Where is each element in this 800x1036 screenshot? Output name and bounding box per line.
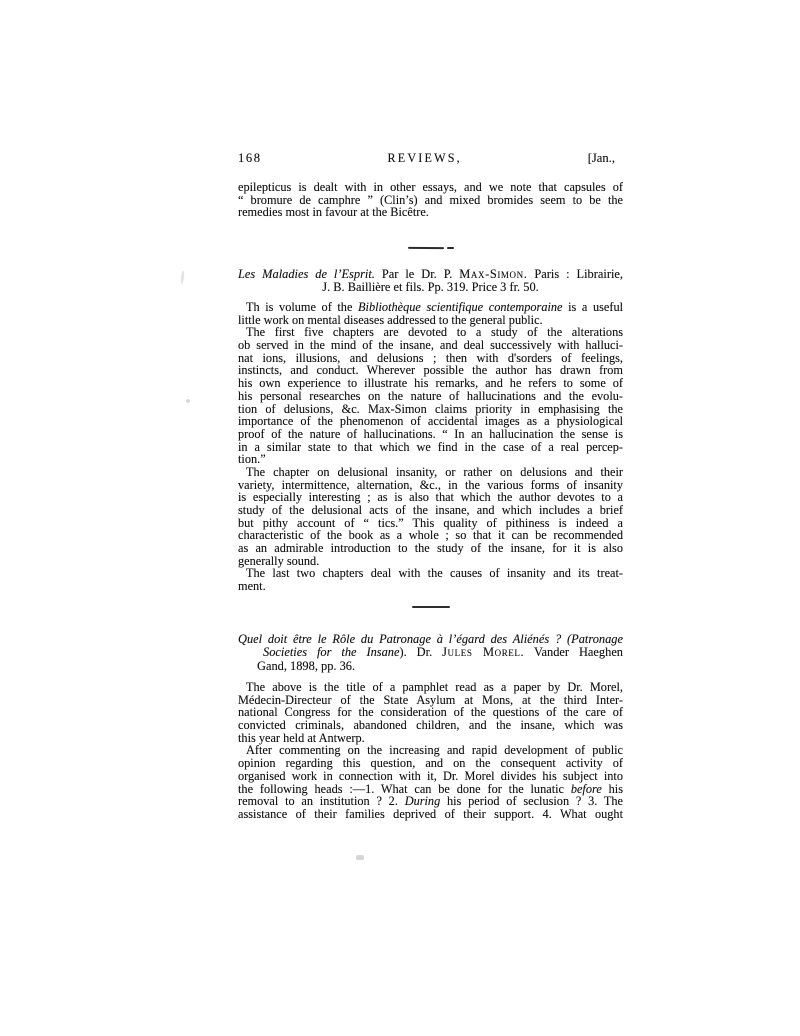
- page-number: 168: [238, 151, 262, 165]
- emphasis-italic: before: [570, 781, 602, 796]
- text-line: assistance of their families deprived of their support. 4. What ought: [238, 806, 623, 821]
- text-line: opinion regarding this question, and on the consequent activity of: [238, 756, 623, 771]
- text-line: The chapter on delusional insanity, or rather on delusions and their: [246, 464, 623, 479]
- text-line: The above is the title of a pamphlet read as a paper by Dr. Morel,: [246, 680, 623, 694]
- text-line: tion.”: [238, 452, 266, 467]
- author-name: Jules Morel.: [442, 645, 525, 660]
- book-title-line: [238, 268, 623, 281]
- title-imprint: Paris : Librairie,: [527, 267, 623, 281]
- text-line: little work on mental diseases addressed to the general public.: [238, 312, 543, 327]
- text-line: convicted criminals, abandoned children, and the insane, which was: [238, 718, 623, 733]
- book-title-line: Gand, 1898, pp. 36.: [257, 658, 356, 673]
- review1-heading: [238, 268, 623, 295]
- text-line: [238, 301, 623, 314]
- text-line: his own experience to illustrate his remarks, and he refers to some of: [238, 376, 623, 391]
- text-run: the following heads :—1. What can be done for the lunatic: [238, 781, 571, 796]
- text-line: organised work in connection with it, Dr. Morel divides his subject into: [238, 768, 623, 783]
- text-line: national Congress for the consideration of the questions of the care of: [238, 705, 623, 720]
- author-name: Max-Simon.: [459, 267, 528, 281]
- text-line: tion of delusions, &c. Max-Simon claims priority in emphasising the: [238, 401, 623, 416]
- text-line: nat ions, illusions, and delusions ; then with d'sorders of feelings,: [238, 350, 623, 365]
- continuation-paragraph: [238, 181, 623, 219]
- review2-body: [238, 681, 623, 821]
- book-title-line: J. B. Baillière et fils. Pp. 319. Price 3 fr. 50.: [322, 280, 539, 295]
- section-divider: [238, 606, 623, 608]
- section-divider: [238, 246, 623, 249]
- divider-rule: [407, 246, 443, 248]
- scan-artifact: [186, 399, 190, 403]
- text-line: epilepticus is dealt with in other essays, and we note that capsules of: [238, 180, 623, 194]
- text-line: this year held at Antwerp.: [238, 730, 365, 745]
- emphasis-italic: During: [404, 794, 441, 809]
- text-line: instincts, and conduct. Wherever possible the author has drawn from: [238, 363, 623, 378]
- title-byline: ). Dr.: [399, 645, 443, 660]
- text-line: study of the delusional acts of the insane, and which includes a brief: [238, 503, 623, 517]
- text-line: [238, 795, 623, 808]
- text-line: is especially interesting ; as is also that which the author devotes to a: [238, 490, 623, 505]
- text-line: ment.: [238, 579, 266, 594]
- text-line: as an admirable introduction to the study of the insane, for it is also: [238, 541, 623, 556]
- text-run: Th is volume of the: [246, 300, 359, 314]
- text-line: proof of the nature of hallucinations. “ In an hallucination the sense is: [238, 426, 623, 441]
- text-line: generally sound.: [238, 553, 320, 568]
- book-title-italic: Societies for the Insane: [263, 645, 400, 660]
- issue-date: [Jan.,: [587, 151, 615, 165]
- text-line: importance of the phenomenon of accidental images as a physiological: [238, 414, 623, 429]
- text-line: characteristic of the book as a whole ; so that it can be recommended: [238, 528, 623, 543]
- text-line: The first five chapters are devoted to a study of the alterations: [246, 325, 623, 340]
- text-run: is a useful: [562, 300, 624, 314]
- text-line: “ bromure de camphre ” (Clin’s) and mixed bromides seem to be the: [238, 192, 623, 207]
- text-line: Médecin-Directeur of the State Asylum at Mons, at the third Inter-: [238, 692, 623, 707]
- book-title-line: [238, 646, 623, 659]
- title-imprint: Vander Haeghen: [524, 645, 624, 660]
- text-run: removal to an institution ? 2.: [238, 794, 405, 809]
- review2-heading: [238, 633, 623, 673]
- divider-rule: [412, 606, 450, 608]
- text-line: After commenting on the increasing and rapid development of public: [246, 743, 623, 758]
- series-title-italic: Bibliothèque scientifique contemporaine: [358, 300, 563, 314]
- running-head: REVIEWS,: [387, 151, 462, 165]
- text-line: in a similar state to that which we find in the case of a real percep-: [238, 439, 623, 454]
- text-line: The last two chapters deal with the causes of insanity and its treat-: [246, 566, 623, 581]
- text-line: remedies most in favour at the Bicêtre.: [238, 205, 429, 220]
- text-line: his personal researches on the nature of hallucinations and the evolu-: [238, 388, 623, 403]
- divider-rule-fragment: [447, 247, 454, 249]
- title-byline: Par le Dr. P.: [374, 267, 460, 281]
- scan-artifact: [180, 271, 185, 284]
- book-title-italic: Les Maladies de l’Esprit.: [238, 267, 375, 281]
- page-header: [238, 151, 623, 165]
- text-line: ob served in the mind of the insane, and deal successively with halluci-: [238, 338, 623, 353]
- scan-artifact: [356, 855, 364, 860]
- review1-body: [238, 301, 623, 593]
- text-run: his: [601, 781, 623, 796]
- text-line: but pithy account of “ tics.” This quality of pithiness is indeed a: [238, 515, 623, 530]
- text-line: variety, intermittence, alternation, &c., in the various forms of insanity: [238, 477, 623, 492]
- text-run: his period of seclusion ? 3. The: [440, 794, 624, 809]
- book-title-line: Quel doit être le Rôle du Patronage à l’égard des Aliénés ? (Patronage: [238, 632, 623, 646]
